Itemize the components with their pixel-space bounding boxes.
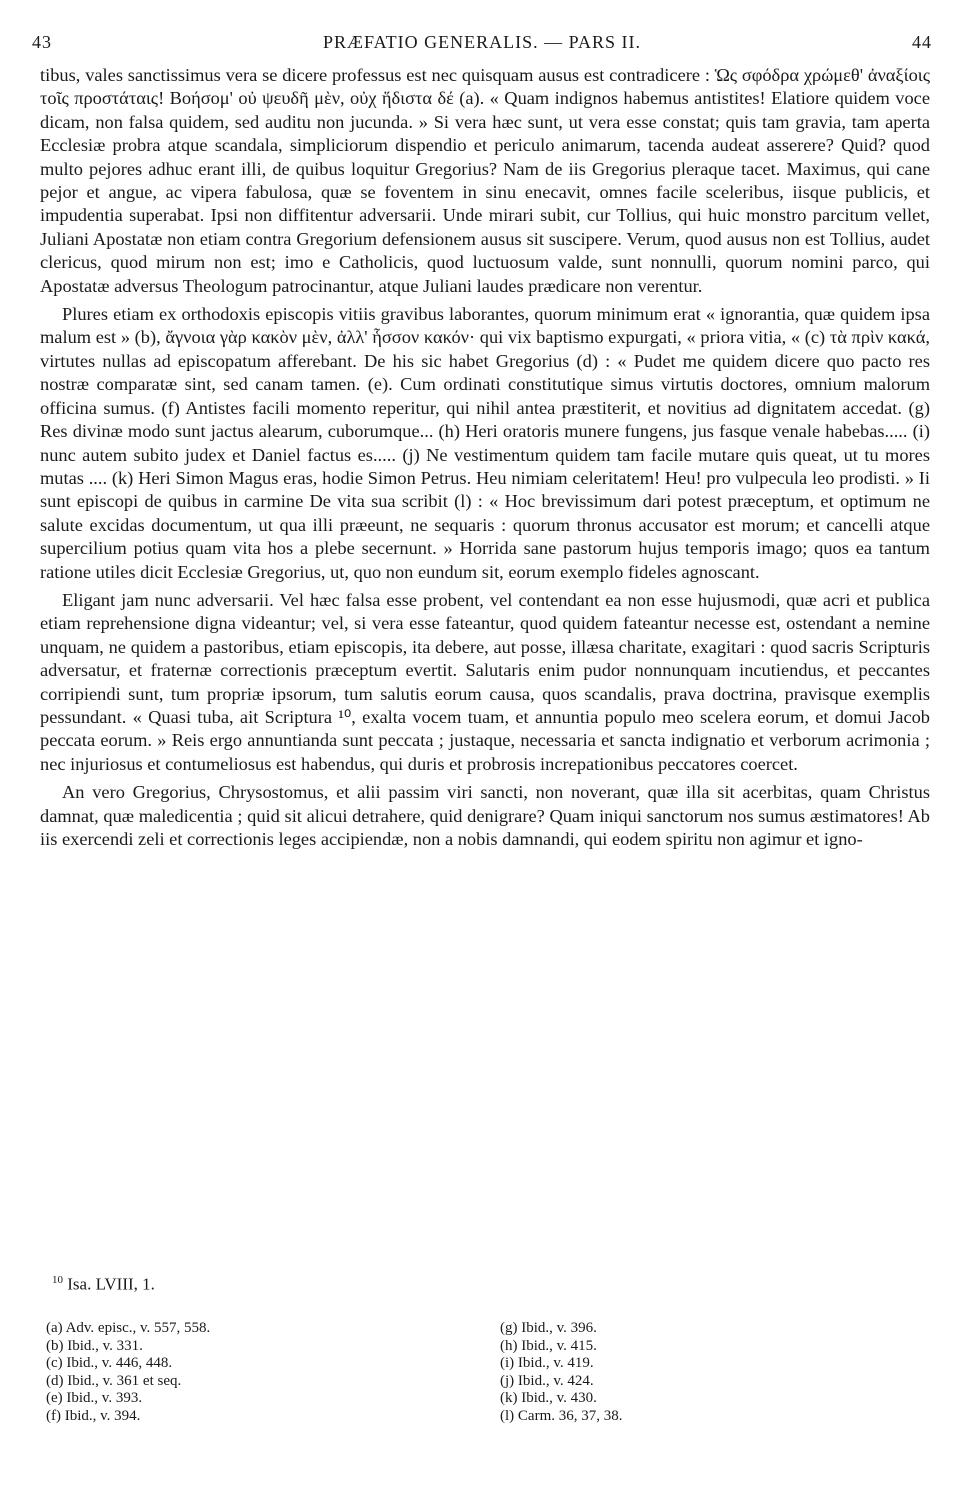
note-e: (e) Ibid., v. 393. <box>46 1390 143 1407</box>
footnote-mark: 10 <box>52 1274 63 1286</box>
main-text <box>40 64 930 856</box>
paragraph-4: An vero Gregorius, Chrysostomus, et alii passim viri sancti, non noverant, quæ illa sit acerbitas, quam Christus damnat, quæ maledicentia ; quid sit alicui detrahere, quid denigrare? Quam iniqui sanctorum nos sumus æstimatores! Ab iis exercendi zeli et correctionis leges accipiendæ, non a nobis damnandi, qui eodem spiritu non agimur et igno- <box>40 782 930 849</box>
paragraph-2: Plures etiam ex orthodoxis episcopis vitiis gravibus laborantes, quorum minimum erat « ignorantia, quæ quidem ipsa malum est » (b), ἄγνοια γὰρ κακὸν μὲν, ἀλλ' ἧσσον κακόν· qui vix baptismo expurgati, « priora vitia, « (c) τὰ πρὶν κακά, virtutes nullas ad episcopatum afferebant. De his sic habet Gregorius (d) : « Pudet me quidem dicere quo pacto res nostræ comparatæ sint, sed canam tamen. (e). Cum ordinati constitutique simus virtutis doctores, omnium malorum officina sumus. (f) Antistes facili momento reperitur, qui nihil antea præstiterit, et novitius ad dignitatem accedat. (g) Res divinæ modo sunt jactus alearum, cuborumque... (h) Heri oratoris munere fungens, jus fasque venale habebas..... (i) nunc autem subito judex et Daniel factus es..... (j) Ne vestimentum quidem tam facile mutare quis queat, ut tu mores mutas .... (k) Heri Simon Magus eras, hodie Simon Petrus. Heu nimiam celeritatem! Heu! pro vulpecula leo prodisti. » Ii sunt episcopi de quibus in carmine De vita sua scribit (l) : « Hoc brevissimum dari potest præceptum, et optimum ne salute excidas documentum, ut qua illi præeunt, ne sequaris : quorum thronus accusator est morum; et cancelli atque supercilium potius quam vita hos a plebe secernunt. » Horrida sane pastorum hujus temporis imago; quos ea tantum ratione utiles dicit Ecclesiæ Gregorius, ut, quo non eundum sit, eorum exemplo fideles agnoscant. <box>40 304 930 582</box>
paragraph-1: tibus, vales sanctissimus vera se dicere professus est nec quisquam ausus est contradicere : Ὡς σφόδρα χρώμεθ' ἀναξίοις τοῖς προστάταις! Βοήσομ' οὐ ψευδῆ μὲν, οὐχ ἥδιστα δέ (a). « Quam indignos habemus antistites! Elatiore quidem voce dicam, non falsa quidem, sed auditu non jucunda. » Si vera hæc sunt, ut vera esse constat; quis tam gravia, tam aperta Ecclesiæ probra atque scandala, simpliciorum dispendio et periculo animarum, tacenda audeat asserere? Quid? quod multo pejores adhuc erant illi, de quibus loquitur Gregorius? Nam de iis Gregorius pleraque tacet. Maximus, qui cane pejor et angue, ac vipera fabulosa, quæ se foventem in sinu enecavit, omnes facile sceleribus, iisque publicis, et impudentia superabat. Ipsi non diffitentur adversarii. Unde mirari subit, cur Tollius, qui huic monstro parcitum vellet, Juliani Apostatæ non etiam contra Gregorium defensionem ausus sit suscipere. Verum, quod ausus non est Tollius, audet clericus, quod mirum non est; imo e Catholicis, quod luctuosum valde, sunt nonnulli, quorum nomini parco, qui Apostatæ adversus Theologum patrocinantur, atque Juliani laudes prædicare non verentur. <box>40 65 930 296</box>
note-d: (d) Ibid., v. 361 et seq. <box>46 1372 182 1389</box>
note-l: (l) Carm. 36, 37, 38. <box>500 1407 623 1424</box>
note-h: (h) Ibid., v. 415. <box>500 1337 597 1354</box>
notes-right-column <box>500 1320 622 1426</box>
note-i: (i) Ibid., v. 419. <box>500 1355 594 1372</box>
paragraph-3: Eligant jam nunc adversarii. Vel hæc falsa esse probent, vel contendant ea non esse hujusmodi, quæ acri et publica etiam reprehensione digna videantur; vel, si vera esse fateantur, quod quidem fateantur necesse est, ostendant a nemine unquam, ne quidem a pastoribus, etiam episcopis, ita debere, aut posse, illæsa charitate, exagitari : quod sacris Scripturis adversatur, et fraternæ correctionis præceptum evertit. Salutaris enim pudor nonnunquam incutiendus, et peccantes corripiendi sunt, tum propriæ ipsorum, tum salutis eorum causa, quos scandalis, prava doctrina, pravisque exemplis pessundant. « Quasi tuba, ait Scriptura ¹⁰, exalta vocem tuam, et annuntia populo meo scelera eorum, et domui Jacob peccata eorum. » Reis ergo annuntianda sunt peccata ; justaque, necessaria et sancta indignatio et verborum acrimonia ; nec injuriosus et contumeliosus est habendus, qui duris et probrosis increpationibus peccatores coercet. <box>40 589 930 774</box>
footnote <box>52 1274 155 1295</box>
note-b: (b) Ibid., v. 331. <box>46 1337 143 1354</box>
page-header <box>32 32 932 60</box>
page-number-right: 44 <box>912 32 932 52</box>
running-title: PRÆFATIO GENERALIS. — PARS II. <box>322 32 642 52</box>
page-number-left: 43 <box>32 32 52 52</box>
note-c: (c) Ibid., v. 446, 448. <box>46 1355 173 1372</box>
note-g: (g) Ibid., v. 396. <box>500 1320 597 1336</box>
note-k: (k) Ibid., v. 430. <box>500 1390 597 1407</box>
note-a: (a) Adv. episc., v. 557, 558. <box>46 1320 211 1336</box>
note-j: (j) Ibid., v. 424. <box>500 1372 594 1389</box>
notes-left-column <box>46 1320 210 1426</box>
footnote-text: Isa. LVIII, 1. <box>67 1274 155 1294</box>
note-f: (f) Ibid., v. 394. <box>46 1407 141 1424</box>
